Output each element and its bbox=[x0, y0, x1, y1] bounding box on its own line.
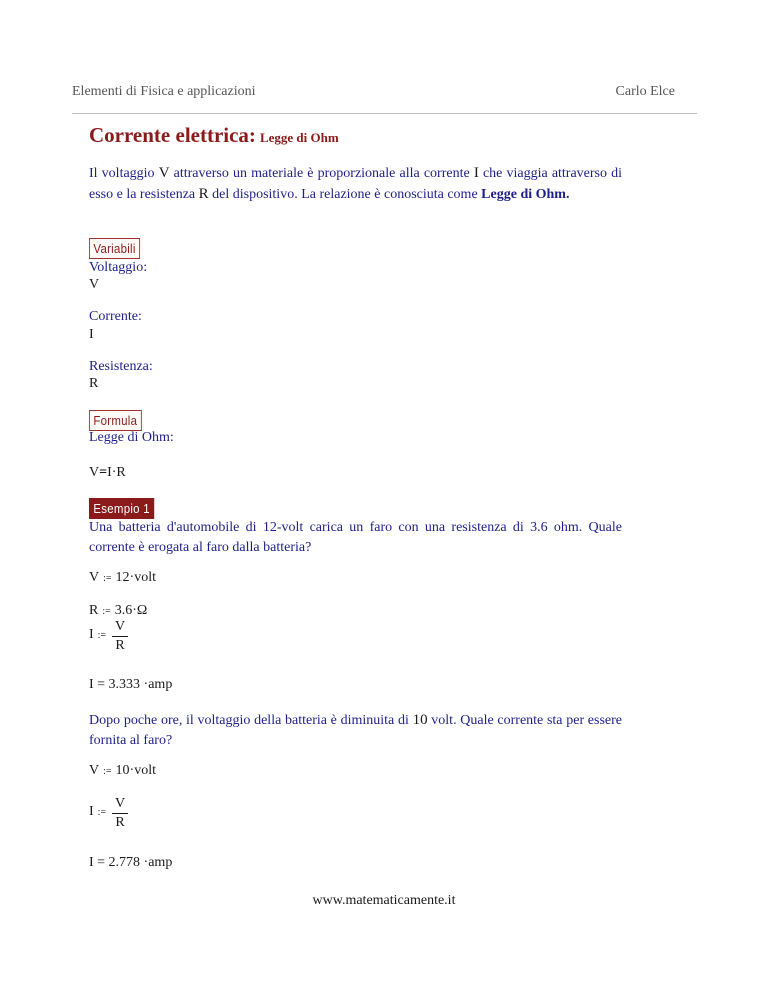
law-name: Legge di Ohm. bbox=[481, 187, 570, 202]
header-author: Carlo Elce bbox=[615, 84, 675, 99]
def-lhs: V bbox=[89, 763, 100, 778]
symbol-i: I bbox=[473, 165, 479, 181]
def-lhs: R bbox=[89, 603, 99, 618]
tag-variables: Variabili bbox=[89, 238, 140, 259]
header-left-title: Elementi di Fisica e applicazioni bbox=[72, 84, 256, 99]
example1-i-definition-lhs bbox=[89, 627, 110, 643]
title-sub: Legge di Ohm bbox=[259, 130, 339, 145]
intro-text-4: del dispositivo. La relazione è conosciuta come bbox=[212, 187, 478, 202]
tag-formula: Formula bbox=[89, 410, 142, 431]
example2-result: I = 2.778 ·amp bbox=[89, 855, 173, 870]
variable-label: Corrente: bbox=[89, 309, 142, 324]
symbol-v: V bbox=[158, 165, 170, 181]
def-lhs: I bbox=[89, 804, 94, 819]
example2-text-1: Dopo poche ore, il voltaggio della batteria è diminuita di bbox=[89, 713, 409, 728]
variable-label: Resistenza: bbox=[89, 359, 153, 374]
example1-question: Una batteria d'automobile di 12-volt carica un faro con una resistenza di 3.6 ohm. Quale corrente è erogata al faro dalla batteria? bbox=[89, 520, 622, 555]
example2-value: 10 bbox=[412, 712, 428, 728]
intro-text-2: attraverso un materiale è proporzionale alla corrente bbox=[173, 166, 470, 181]
tag-example-1: Esempio 1 bbox=[89, 498, 154, 519]
def-lhs: I bbox=[89, 627, 94, 642]
variable-symbol: I bbox=[89, 327, 94, 342]
example2-fraction bbox=[113, 795, 127, 832]
intro-paragraph bbox=[89, 163, 622, 205]
fraction-denominator: R bbox=[115, 638, 125, 653]
variable-label: Voltaggio: bbox=[89, 260, 148, 275]
page-title bbox=[89, 123, 339, 148]
formula-equals: = bbox=[99, 465, 108, 480]
def-op: := bbox=[97, 807, 107, 818]
title-main: Corrente elettrica: bbox=[89, 123, 256, 147]
def-rhs: 12·volt bbox=[115, 570, 156, 585]
formula-rhs: I·R bbox=[107, 465, 126, 480]
header-divider bbox=[72, 113, 697, 114]
formula-label: Legge di Ohm: bbox=[89, 430, 174, 445]
example1-fraction bbox=[113, 618, 127, 655]
formula-equation bbox=[89, 465, 126, 481]
example2-i-definition-lhs bbox=[89, 804, 110, 820]
example1-result: I = 3.333 ·amp bbox=[89, 677, 173, 692]
def-op: := bbox=[97, 630, 107, 641]
example1-r-definition bbox=[89, 603, 147, 619]
variable-symbol: R bbox=[89, 376, 99, 391]
def-lhs: V bbox=[89, 570, 100, 585]
fraction-denominator: R bbox=[115, 815, 125, 830]
def-op: := bbox=[103, 766, 112, 777]
symbol-r: R bbox=[198, 186, 209, 202]
footer-website: www.matematicamente.it bbox=[312, 893, 456, 908]
example2-question bbox=[89, 710, 622, 751]
example2-v-definition bbox=[89, 763, 156, 779]
def-rhs: 3.6·Ω bbox=[114, 603, 148, 618]
intro-text-3: che viaggia attraverso di esso e la resistenza bbox=[89, 166, 623, 202]
def-op: := bbox=[103, 573, 112, 584]
def-op: := bbox=[102, 606, 111, 617]
fraction-numerator: V bbox=[114, 619, 126, 634]
example1-v-definition bbox=[89, 570, 156, 586]
variable-symbol: V bbox=[89, 277, 100, 292]
example2-text-2: volt. Quale corrente sta per essere fornita al faro? bbox=[89, 713, 623, 748]
formula-lhs: V bbox=[89, 465, 100, 480]
def-rhs: 10·volt bbox=[115, 763, 156, 778]
intro-text-1: Il voltaggio bbox=[89, 166, 155, 181]
fraction-numerator: V bbox=[114, 796, 126, 811]
